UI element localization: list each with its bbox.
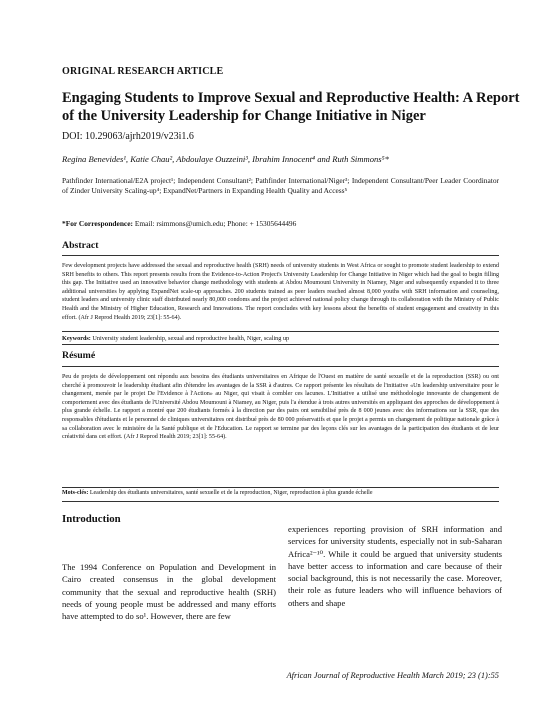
introduction-right-column: experiences reporting provision of SRH information and services for university students, especially not in sub-Saharan Africa²⁻¹⁰. While it could be argued that university students have better access to information and care because of their social background, this is not necessarily the case. Moreover, their role as future leaders who will influence behaviors of others and shape [288,524,502,608]
resume-text: Peu de projets de développement ont répondu aux besoins des étudiants universitaires en Afrique de l'Ouest en matière de santé sexuelle et de la reproduction (SSR) ou ont cherché à promouvoir le leadership étudiant afin d'étendre les avantages de la SSR à d'autres. Ce rapport présente les résultats de l'initiative «Un leadership universitaire pour le changement, menée par le projet De l'Evidence à l'Action» au Niger, qui visait à combler ces lacunes. L'Initiative a utilisé une méthodologie innovante de changement de comportement avec des étudiants de l'Université Abdou Moumouni à Niamey, au Niger, puis l'a étendue à trois autres universités en appliquant des approches de développement à plus grande échelle. Le rapport a montré que 200 étudiants formés à la direction par des pairs ont sensibilisé près de 8 000 jeunes avec des informations sur la SSR, que des responsables d'étudiants et le personnel de cliniques universitaires ont distribué près de 80 000 préservatifs et que le projet a permis un changement de politique nationale grâce à sa collaboration avec le ministère de la Santé publique et de l'Education. Le rapport se termine par des leçons clés sur les avantages de la participation des étudiants et de leur créativité dans cet effort. (Afr J Reprod Health 2019; 23[1]: 55-64). [62,374,499,441]
motscles-text: Leadership des étudiants universitaires, santé sexuelle et de la reproduction, Niger, reproduction à plus grande échelle [89,490,373,496]
abstract-heading: Abstract [62,240,99,251]
correspondence-line [62,219,499,228]
introduction-heading: Introduction [62,513,121,525]
keywords-label: Keywords: [62,335,91,342]
resume-keywords [62,490,499,496]
article-doi: DOI: 10.29063/ajrh2019/v23i1.6 [62,131,194,142]
section-label: ORIGINAL RESEARCH ARTICLE [62,66,224,77]
journal-footer: African Journal of Reproductive Health March 2019; 23 (1):55 [286,671,499,680]
author-list: Regina Benevides¹, Katie Chau², Abdoulaye Ouzzeini³, Ibrahim Innocent⁴ and Ruth Simmons⁵* [62,154,389,164]
keywords-text: University student leadership, sexual and reproductive health, Niger, scaling up [92,335,290,342]
correspondence-details: Email: rsimmons@umich.edu; Phone: + 15305644496 [134,219,297,228]
correspondence-label: *For Correspondence: [62,219,133,228]
resume-heading: Résumé [62,350,96,361]
article-title: Engaging Students to Improve Sexual and Reproductive Health: A Report of the University Leadership for Change Initiative in Niger [62,90,520,124]
abstract-top-rule [62,255,499,256]
motscles-top-rule [62,487,499,488]
abstract-text: Few development projects have addressed the sexual and reproductive health (SRH) needs of university students in West Africa or sought to promote student leadership to extend SRH benefits to others. This report presents results from the Evidence-to-Action Project's University Leadership for Change Initiative in Niger which had the goal to begin filling this gap. The Initiative used an innovative behavior change methodology with students at Abdou Moumouni University in Niamey, Niger and subsequently expanded it to three additional universities by applying ExpandNet scale-up approaches. 200 students trained as peer leaders reached almost 8,000 youths with SRH information and counseling, student leaders and university clinic staff distributed nearly 80,000 condoms and the project achieved national policy change through its collaboration with the Ministry of Public Health and the Ministry of Higher Education, Research and Innovations. The report concludes with key lessons about the benefits of student engagement and creativity in this effort. (Afr J Reprod Health 2019; 23[1]: 55-64). [62,263,499,321]
keywords-bottom-rule [62,344,499,345]
author-affiliations: Pathfinder International/E2A project¹; Independent Consultant²; Pathfinder International/Niger³; Independent Consultant/Peer Leader Coordinator of Zinder University Scaling-up⁴; ExpandNet/Partners in Expanding Health Quality and Access⁵ [62,176,499,196]
resume-top-rule [62,366,499,367]
motscles-label: Mots-clés: [62,490,89,496]
abstract-keywords [62,335,499,342]
introduction-left-column: The 1994 Conference on Population and Development in Cairo created consensus in the global development community that the sexual and reproductive health (SRH) needs of young people must be addressed and many efforts have attempted to do so¹. However, there are few [62,562,276,622]
motscles-bottom-rule [62,501,499,502]
keywords-top-rule [62,331,499,332]
